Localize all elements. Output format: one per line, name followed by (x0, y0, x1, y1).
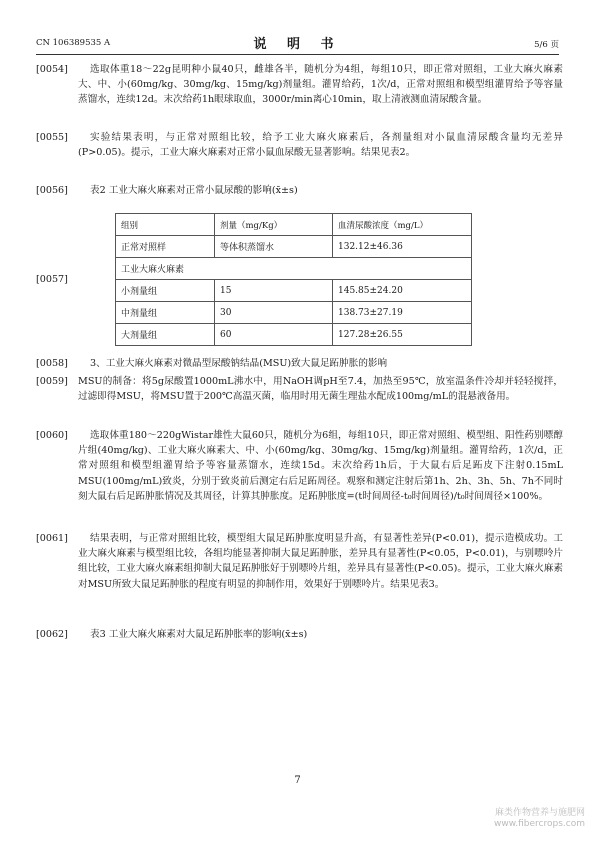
paragraph-0057-number: [0057] (36, 274, 68, 285)
table-2-caption: 表2 工业大麻火麻素对正常小鼠尿酸的影响(x̄±s) (90, 185, 298, 196)
table-group-row (116, 258, 472, 280)
table-row (116, 302, 472, 324)
paragraph-text: 选取体重18～22g昆明种小鼠40只，雌雄各半，随机分为4组，每组10只，即正常对照组，工业大麻火麻素大、中、小(60mg/kg、30mg/kg、15mg/kg)剂量组。灌胃给药，1次/d，正常对照组和模型组灌胃给予等容量蒸馏水，连续12d。末次给药1h眼球取血，3000r/min离心10min，取上清液测血清尿酸含量。 (78, 64, 563, 106)
paragraph-text: 结果表明，与正常对照组比较，模型组大鼠足跖肿胀度明显升高，有显著性差异(P<0.01)，提示造模成功。工业大麻火麻素与模型组比较，各组均能显著抑制大鼠足跖肿胀，差异具有显著性(P<0.05，P<0.01)，与别嘌呤片组比较，工业大麻火麻素组抑制大鼠足跖肿胀好于别嘌呤片组，差异具有显著性(P<0.05)。提示，工业大麻火麻素对MSU所致大鼠足跖肿胀的程度有明显的抑制作用，效果好于别嘌呤片。结果见表3。 (78, 533, 563, 590)
table-cell: 大剂量组 (116, 324, 215, 346)
watermark-line: 麻类作物营养与施肥网 (494, 808, 585, 818)
paragraph-0062 (36, 627, 563, 642)
table-row (116, 280, 472, 302)
paragraph-number: [0061] (36, 533, 68, 544)
table-cell: 30 (215, 302, 333, 324)
table-cell: 127.28±26.55 (333, 324, 472, 346)
page-number: 7 (294, 775, 301, 786)
table-row (116, 324, 472, 346)
paragraph-0056 (36, 183, 563, 198)
site-watermark (494, 808, 585, 830)
paragraph-number: [0060] (36, 430, 68, 441)
table-header-row (116, 214, 472, 236)
table-header-cell: 组别 (116, 214, 215, 236)
table-3-caption: 表3 工业大麻火麻素对大鼠足跖肿胀率的影响(x̄±s) (90, 629, 308, 640)
table-cell: 60 (215, 324, 333, 346)
paragraph-0055 (36, 130, 563, 160)
paragraph-0054 (36, 62, 563, 108)
paragraph-number: [0055] (36, 132, 68, 143)
paragraph-0061 (36, 531, 563, 592)
paragraph-0059 (36, 374, 563, 404)
paragraph-number: [0054] (36, 64, 68, 75)
table-header-cell: 血清尿酸浓度（mg/L） (333, 214, 472, 236)
paragraph-text: 实验结果表明，与正常对照组比较，给予工业大麻火麻素后，各剂量组对小鼠血清尿酸含量均无差异(P>0.05)。提示，工业大麻火麻素对正常小鼠血尿酸无显著影响。结果见表2。 (78, 132, 563, 159)
table-cell: 15 (215, 280, 333, 302)
table-2 (115, 213, 472, 346)
table-cell: 138.73±27.19 (333, 302, 472, 324)
paragraph-number: [0062] (36, 629, 68, 640)
paragraph-text: 选取体重180～220gWistar雄性大鼠60只，随机分为6组，每组10只，即正常对照组、模型组、阳性药别嘌醇片组(40mg/kg)、工业大麻火麻素大、中、小(60mg/kg、30mg/kg、15mg/kg)剂量组。灌胃给药，1次/d，正常对照组和模型组灌胃给予等容量蒸馏水，连续15d。末次给药1h后，于大鼠右后足跖皮下注射0.15mL MSU(100mg/mL)致炎，分别于致炎前后测定右后足跖周径。观察和测定注射后第1h、2h、3h、5h、7h不同时刻大鼠右后足跖肿胀情况及其周径，计算其肿胀度。足跖肿胀度=(t时间周径-t₀时间周径)/t₀时间周径×100%。 (78, 430, 563, 502)
patent-number: CN 106389535 A (36, 38, 111, 48)
paragraph-0058 (36, 356, 563, 371)
document-title: 说 明 书 (253, 37, 342, 52)
paragraph-number: [0058] (36, 358, 68, 369)
watermark-url: www.fibercrops.com (494, 819, 585, 829)
table-cell: 等体积蒸馏水 (215, 236, 333, 258)
header-rule (36, 54, 559, 55)
table-cell: 正常对照样 (116, 236, 215, 258)
page-indicator: 5/6 页 (534, 40, 559, 50)
paragraph-number: [0059] (36, 376, 68, 387)
table-cell: 小剂量组 (116, 280, 215, 302)
table-cell: 145.85±24.20 (333, 280, 472, 302)
paragraph-number: [0056] (36, 185, 68, 196)
paragraph-text: MSU的制备：将5g尿酸置1000mL沸水中，用NaOH调pH至7.4，加热至95℃，放室温条件冷却并轻轻搅拌，过滤即得MSU，将MSU置于200℃高温灭菌，临用时用无菌生理盐水配成100mg/mL的混悬液备用。 (78, 376, 563, 403)
paragraph-text: 3、工业大麻火麻素对微晶型尿酸钠结晶(MSU)致大鼠足跖肿胀的影响 (90, 358, 388, 369)
table-row (116, 236, 472, 258)
paragraph-0060 (36, 428, 563, 504)
table-cell: 132.12±46.36 (333, 236, 472, 258)
table-header-cell: 剂量（mg/Kg） (215, 214, 333, 236)
table-group-cell: 工业大麻火麻素 (116, 258, 472, 280)
table-cell: 中剂量组 (116, 302, 215, 324)
